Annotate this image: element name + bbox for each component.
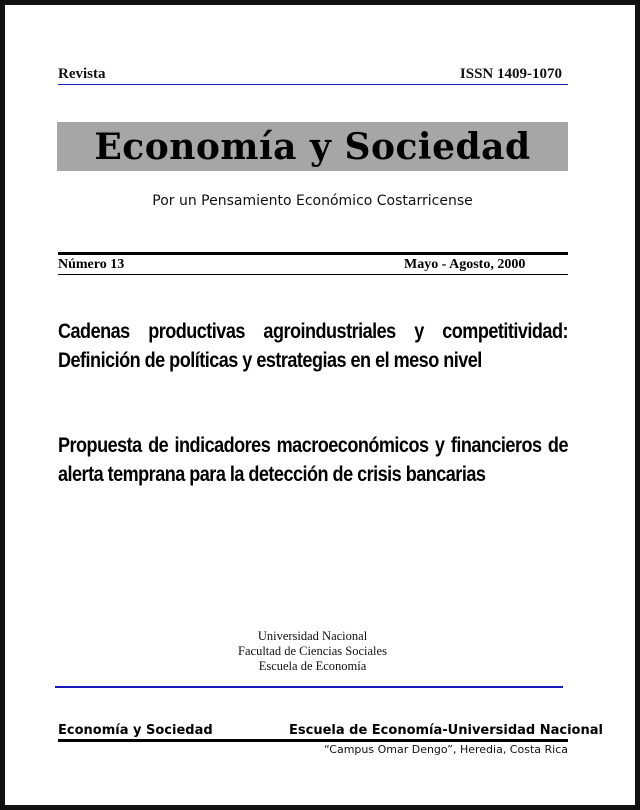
issue-bottom-rule: [58, 274, 568, 275]
institution-divider: [55, 686, 563, 688]
footer-publisher: Escuela de Economía-Universidad Nacional: [289, 723, 603, 738]
issn-label: ISSN 1409-1070: [459, 66, 562, 82]
article-title-1: [58, 317, 568, 375]
footer-journal-name: Economía y Sociedad: [58, 723, 213, 738]
school-name: Escuela de Economía: [258, 659, 367, 673]
article-title-2-text: Propuesta de indicadores macroeconómicos y financieros de alerta temprana para la detección de crisis bancarias: [58, 434, 568, 486]
footer-address: “Campus Omar Dengo”, Heredia, Costa Rica: [323, 743, 568, 756]
issue-number: Número 13: [58, 257, 125, 272]
article-title-1-text: Cadenas productivas agroindustriales y competitividad: Definición de políticas y estrategias en el meso nivel: [58, 320, 568, 372]
journal-title: Economía y Sociedad: [94, 125, 531, 168]
article-title-2: [58, 431, 568, 489]
faculty-name: Facultad de Ciencias Sociales: [238, 644, 387, 658]
journal-subtitle: Por un Pensamiento Económico Costarricense: [152, 193, 473, 209]
footer-rule: [58, 739, 568, 742]
university-name: Universidad Nacional: [257, 629, 368, 643]
issue-date: Mayo - Agosto, 2000: [404, 257, 526, 272]
journal-type-label: Revista: [58, 66, 106, 82]
title-band: [57, 122, 568, 171]
issue-top-rule: [58, 252, 568, 255]
header-divider: [58, 84, 568, 85]
